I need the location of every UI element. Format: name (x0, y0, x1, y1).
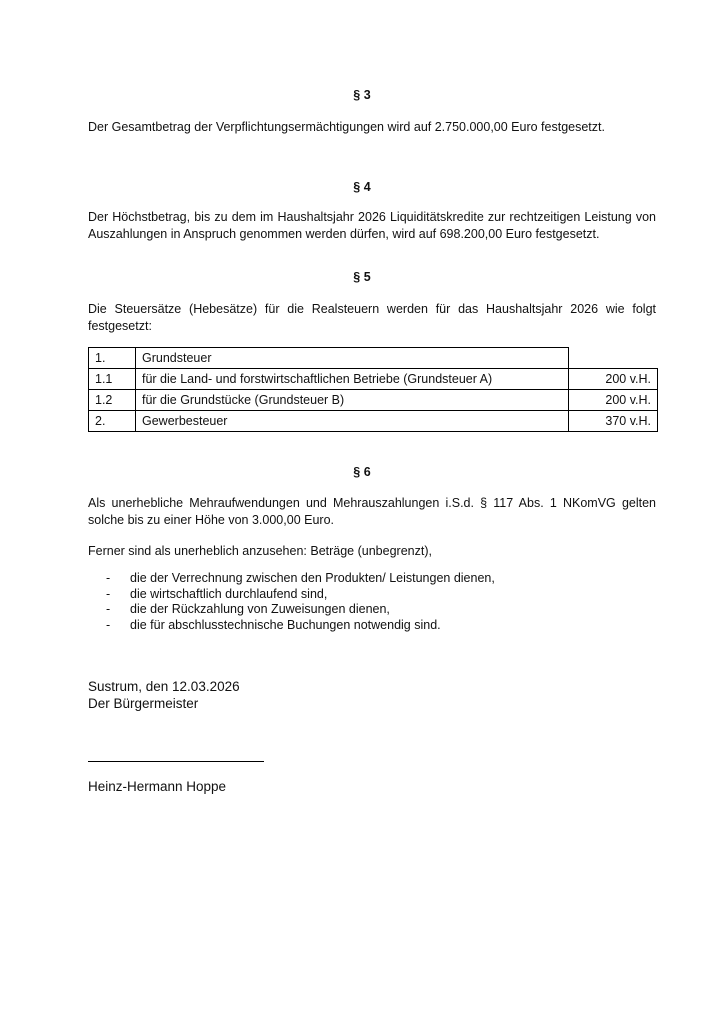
row-description: für die Grundstücke (Grundsteuer B) (136, 390, 569, 411)
signatory-role: Der Bürgermeister (88, 696, 199, 711)
list-item (88, 618, 495, 634)
row-number: 1.2 (89, 390, 136, 411)
list-marker: - (106, 586, 111, 601)
row-description: Grundsteuer (136, 348, 569, 369)
signature-line (88, 761, 264, 762)
row-number: 1. (89, 348, 136, 369)
section-3-heading: § 3 (353, 88, 371, 102)
list-marker: - (106, 602, 111, 616)
list-item-text: die der Rückzahlung von Zuweisungen dienen, (130, 602, 390, 616)
section-6-text: Als unerhebliche Mehraufwendungen und Mehrauszahlungen i.S.d. § 117 Abs. 1 NKomVG gelten solche bis zu einer Höhe von 3.000,00 Euro. (88, 496, 656, 527)
tax-rates-table (88, 347, 658, 432)
section-6-heading: § 6 (353, 465, 371, 479)
section-4-text: Der Höchstbetrag, bis zu dem im Haushaltsjahr 2026 Liquiditätskredite zur rechtzeitigen Leistung von Auszahlungen in Anspruch genommen werden dürfen, wird auf 698.200,00 Euro festgesetzt. (88, 210, 656, 241)
list-item (88, 571, 495, 587)
table-row (89, 348, 658, 369)
row-rate: 200 v.H. (569, 369, 658, 390)
place-date: Sustrum, den 12.03.2026 (88, 679, 240, 694)
row-description: für die Land- und forstwirtschaftlichen Betriebe (Grundsteuer A) (136, 369, 569, 390)
table-row (89, 390, 658, 411)
row-number: 1.1 (89, 369, 136, 390)
signatory-name: Heinz-Hermann Hoppe (88, 779, 227, 794)
list-item-text: die der Verrechnung zwischen den Produkten/ Leistungen dienen, (130, 571, 495, 585)
row-description: Gewerbesteuer (136, 411, 569, 432)
row-rate (569, 348, 658, 369)
list-item-text: die wirtschaftlich durchlaufend sind, (130, 586, 328, 601)
row-number: 2. (89, 411, 136, 432)
section-6-intro: Ferner sind als unerheblich anzusehen: Beträge (unbegrenzt), (88, 544, 432, 558)
row-rate: 370 v.H. (569, 411, 658, 432)
section-3-text: Der Gesamtbetrag der Verpflichtungsermächtigungen wird auf 2.750.000,00 Euro festgesetzt. (88, 120, 605, 134)
list-item (88, 602, 495, 618)
table-row (89, 369, 658, 390)
row-rate: 200 v.H. (569, 390, 658, 411)
section-5-heading: § 5 (353, 270, 371, 284)
section-5-text: Die Steuersätze (Hebesätze) für die Realsteuern werden für das Haushaltsjahr 2026 wie folgt festgesetzt: (88, 302, 656, 333)
list-item-text: die für abschlusstechnische Buchungen notwendig sind. (130, 617, 441, 632)
section-4-heading: § 4 (353, 180, 371, 194)
table-row (89, 411, 658, 432)
exemption-list (88, 571, 495, 633)
list-item (88, 587, 495, 603)
list-marker: - (106, 617, 111, 632)
list-marker: - (106, 571, 111, 585)
